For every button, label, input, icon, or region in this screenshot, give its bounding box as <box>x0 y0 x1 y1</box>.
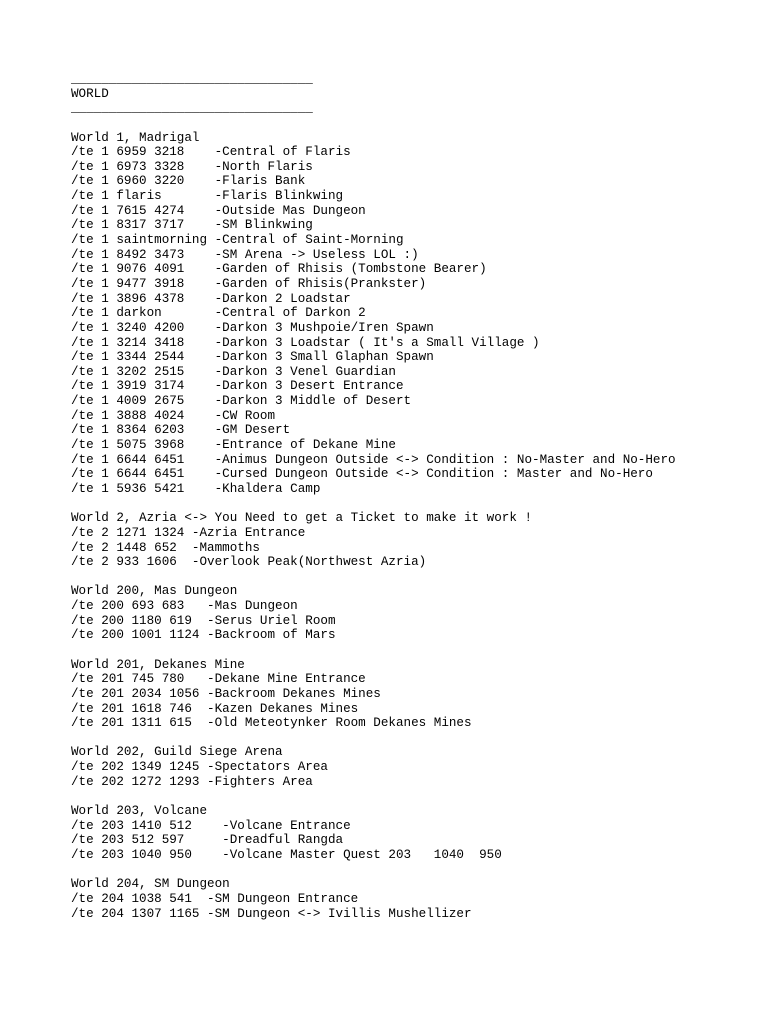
section-title: World 204, SM Dungeon <box>71 877 230 892</box>
teleport-command-line: /te 1 3344 2544 -Darkon 3 Small Glaphan Spawn <box>71 350 434 365</box>
teleport-command-line: /te 1 3202 2515 -Darkon 3 Venel Guardian <box>71 364 396 379</box>
teleport-command-line: /te 1 flaris -Flaris Blinkwing <box>71 189 344 204</box>
teleport-command-line: /te 2 1448 652 -Mammoths <box>71 540 260 555</box>
teleport-command-line: /te 204 1038 541 -SM Dungeon Entrance <box>71 891 359 906</box>
teleport-command-line: /te 1 saintmorning -Central of Saint-Morning <box>71 233 404 248</box>
teleport-command-line: /te 202 1349 1245 -Spectators Area <box>71 760 328 775</box>
section-title: World 202, Guild Siege Arena <box>71 745 283 760</box>
teleport-command-line: /te 1 4009 2675 -Darkon 3 Middle of Desert <box>71 394 412 409</box>
teleport-command-line: /te 1 6973 3328 -North Flaris <box>71 159 313 174</box>
teleport-command-line: /te 203 1410 512 -Volcane Entrance <box>71 818 351 833</box>
world-section <box>71 658 768 731</box>
header-rule-top: ________________________________ <box>71 72 313 86</box>
teleport-command-line: /te 201 745 780 -Dekane Mine Entrance <box>71 672 366 687</box>
section-title: World 200, Mas Dungeon <box>71 584 238 599</box>
teleport-command-line: /te 204 1307 1165 -SM Dungeon <-> Ivillis Mushellizer <box>71 906 472 921</box>
page-title: WORLD <box>71 86 109 101</box>
teleport-command-line: /te 203 1040 950 -Volcane Master Quest 203 1040 950 <box>71 847 502 862</box>
document-body <box>71 72 768 936</box>
teleport-command-line: /te 1 3919 3174 -Darkon 3 Desert Entrance <box>71 379 404 394</box>
document-header <box>71 72 768 116</box>
world-section <box>71 745 768 789</box>
sections-container <box>71 131 768 922</box>
teleport-command-line: /te 203 512 597 -Dreadful Rangda <box>71 833 344 848</box>
teleport-command-line: /te 1 5936 5421 -Khaldera Camp <box>71 481 321 496</box>
teleport-command-line: /te 2 933 1606 -Overlook Peak(Northwest Azria) <box>71 555 427 570</box>
teleport-command-line: /te 1 darkon -Central of Darkon 2 <box>71 306 366 321</box>
teleport-command-line: /te 1 3240 4200 -Darkon 3 Mushpoie/Iren Spawn <box>71 320 434 335</box>
world-section <box>71 584 768 643</box>
section-title: World 201, Dekanes Mine <box>71 657 245 672</box>
teleport-command-line: /te 1 3896 4378 -Darkon 2 Loadstar <box>71 291 351 306</box>
teleport-command-line: /te 200 1180 619 -Serus Uriel Room <box>71 613 336 628</box>
teleport-command-line: /te 1 8364 6203 -GM Desert <box>71 423 291 438</box>
teleport-command-line: /te 1 6959 3218 -Central of Flaris <box>71 145 351 160</box>
world-section <box>71 511 768 570</box>
teleport-command-line: /te 1 5075 3968 -Entrance of Dekane Mine <box>71 438 396 453</box>
teleport-command-line: /te 1 6644 6451 -Cursed Dungeon Outside <-> Condition : Master and No-Hero <box>71 467 653 482</box>
teleport-command-line: /te 1 8492 3473 -SM Arena -> Useless LOL :) <box>71 247 419 262</box>
teleport-command-line: /te 1 9076 4091 -Garden of Rhisis (Tombstone Bearer) <box>71 262 487 277</box>
teleport-command-line: /te 201 1311 615 -Old Meteotynker Room Dekanes Mines <box>71 716 472 731</box>
world-section <box>71 877 768 921</box>
teleport-command-line: /te 1 9477 3918 -Garden of Rhisis(Prankster) <box>71 276 427 291</box>
teleport-command-line: /te 201 2034 1056 -Backroom Dekanes Mines <box>71 686 381 701</box>
teleport-command-line: /te 202 1272 1293 -Fighters Area <box>71 774 313 789</box>
teleport-command-line: /te 200 1001 1124 -Backroom of Mars <box>71 628 336 643</box>
section-title: World 1, Madrigal <box>71 130 200 145</box>
world-section <box>71 131 768 497</box>
teleport-command-line: /te 1 6960 3220 -Flaris Bank <box>71 174 306 189</box>
teleport-command-line: /te 201 1618 746 -Kazen Dekanes Mines <box>71 701 359 716</box>
section-title: World 203, Volcane <box>71 804 208 819</box>
world-section <box>71 804 768 863</box>
teleport-command-line: /te 1 8317 3717 -SM Blinkwing <box>71 218 313 233</box>
header-rule-bottom: ________________________________ <box>71 101 313 116</box>
teleport-command-line: /te 200 693 683 -Mas Dungeon <box>71 599 298 614</box>
teleport-command-line: /te 1 3214 3418 -Darkon 3 Loadstar ( It's a Small Village ) <box>71 335 540 350</box>
teleport-command-line: /te 1 6644 6451 -Animus Dungeon Outside <-> Condition : No-Master and No-Hero <box>71 452 676 467</box>
section-title: World 2, Azria <-> You Need to get a Ticket to make it work ! <box>71 511 533 526</box>
teleport-command-line: /te 1 3888 4024 -CW Room <box>71 408 276 423</box>
teleport-command-line: /te 1 7615 4274 -Outside Mas Dungeon <box>71 203 366 218</box>
teleport-command-line: /te 2 1271 1324 -Azria Entrance <box>71 525 306 540</box>
